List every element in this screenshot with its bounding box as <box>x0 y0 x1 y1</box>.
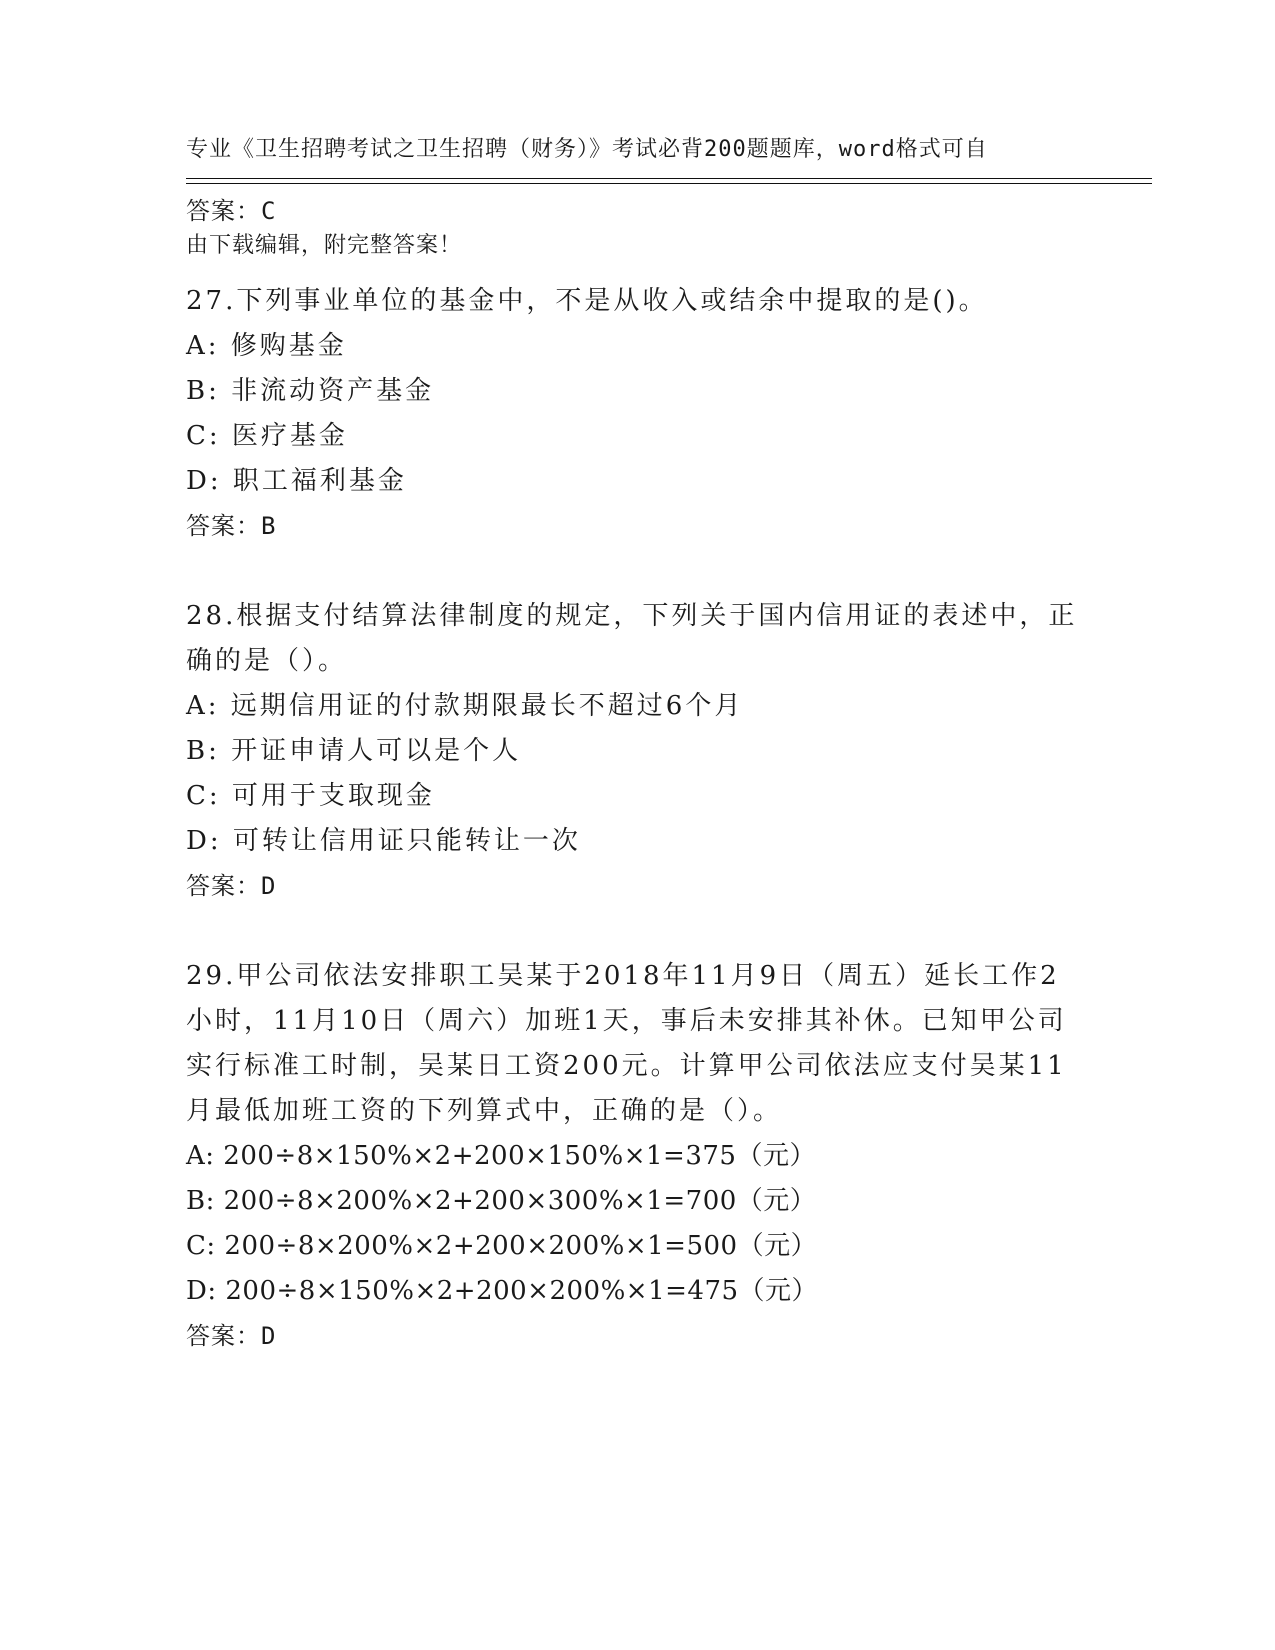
spacer <box>186 549 1086 594</box>
header-rule-bottom <box>186 183 1152 184</box>
question-text-line: 27.下列事业单位的基金中，不是从收入或结余中提取的是()。 <box>186 286 988 316</box>
question-text-line: 确的是（）。 <box>186 646 348 676</box>
question-text-line: 小时，11月10日（周六）加班1天，事后未安排其补休。已知甲公司 <box>186 1006 1067 1036</box>
option-c: C: 200÷8×200%×2+200×200%×1=500（元） <box>186 1231 818 1261</box>
spacer <box>186 234 1086 279</box>
header-line-2: 由下载编辑，附完整答案！ <box>186 233 463 258</box>
header-rule-top <box>186 178 1152 179</box>
option-d: D: 200÷8×150%×2+200×200%×1=475（元） <box>186 1276 819 1306</box>
option-b: B: 200÷8×200%×2+200×300%×1=700（元） <box>186 1186 817 1216</box>
option-c: C: 可用于支取现金 <box>186 781 435 811</box>
option-b: B: 开证申请人可以是个人 <box>186 736 522 766</box>
question-text-line: 28.根据支付结算法律制度的规定，下列关于国内信用证的表述中，正 <box>186 601 1078 631</box>
question-list <box>186 189 1086 1359</box>
spacer <box>186 909 1086 954</box>
header-line-1: 专业《卫生招聘考试之卫生招聘（财务）》考试必背200题题库，word格式可自 <box>186 137 988 162</box>
question-text-line: 29.甲公司依法安排职工吴某于2018年11月9日（周五）延长工作2 <box>186 961 1060 991</box>
option-a: A: 修购基金 <box>186 331 347 361</box>
option-a: A: 200÷8×150%×2+200×150%×1=375（元） <box>186 1141 816 1171</box>
answer-line: 答案：D <box>186 1322 277 1350</box>
option-a: A: 远期信用证的付款期限最长不超过6个月 <box>186 691 744 721</box>
previous-answer: 答案：C <box>186 197 277 225</box>
option-b: B: 非流动资产基金 <box>186 376 435 406</box>
option-d: D: 职工福利基金 <box>186 466 407 496</box>
answer-line: 答案：B <box>186 512 277 540</box>
answer-line: 答案：D <box>186 872 277 900</box>
question-block-29 <box>186 954 1086 1359</box>
question-block-27 <box>186 279 1086 549</box>
question-text-line: 实行标准工时制，吴某日工资200元。计算甲公司依法应支付吴某11 <box>186 1051 1067 1081</box>
question-block-28 <box>186 594 1086 909</box>
option-c: C: 医疗基金 <box>186 421 348 451</box>
question-text-line: 月最低加班工资的下列算式中，正确的是（）。 <box>186 1096 783 1126</box>
option-d: D: 可转让信用证只能转让一次 <box>186 826 581 856</box>
